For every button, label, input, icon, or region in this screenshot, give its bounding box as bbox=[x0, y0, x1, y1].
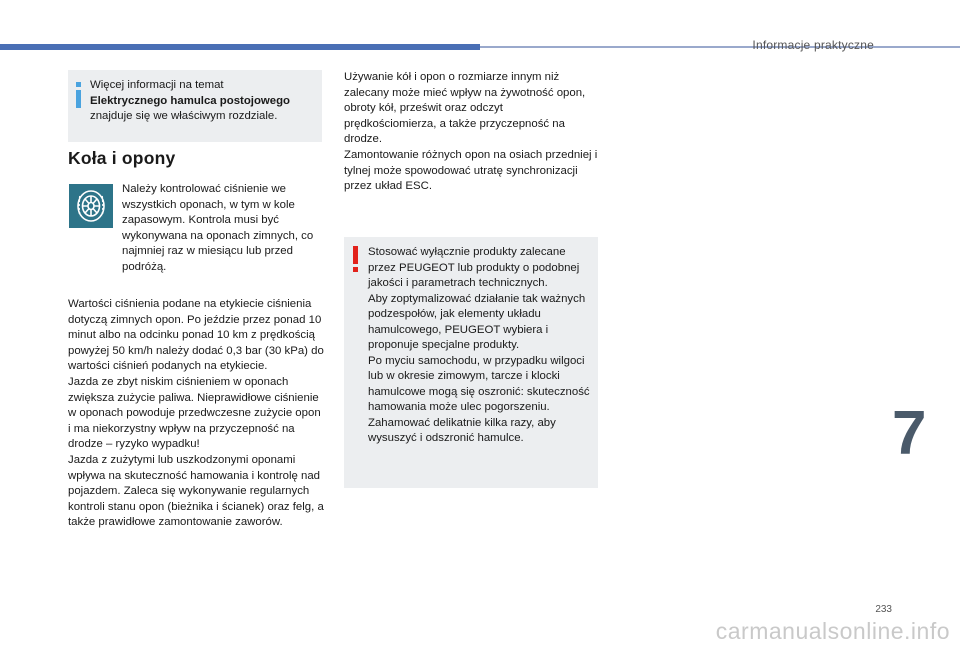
info-line: Więcej informacji na temat bbox=[90, 79, 224, 91]
info-text bbox=[90, 78, 316, 125]
section-label: Informacje praktyczne bbox=[752, 38, 874, 52]
paragraph: Zamontowanie różnych opon na osiach przedniej i tylnej może spowodować utratę synchronizacji przez układ ESC. bbox=[344, 148, 598, 193]
body-text bbox=[68, 297, 324, 531]
paragraph: Wartości ciśnienia podane na etykiecie ciśnienia dotyczą zimnych opon. Po jeździe przez ponad 10 minut albo na odcinku ponad 10 km z prędkością powyżej 50 km/h należy dodać 0,3 bar (30 kPa) do wartości ciśnień podanych na etykiecie. bbox=[68, 298, 324, 373]
info-bold: Elektrycznego hamulca postojowego bbox=[90, 94, 291, 107]
page-number: 233 bbox=[875, 604, 892, 615]
right-column-text bbox=[344, 70, 598, 195]
watermark: carmanualsonline.info bbox=[715, 618, 950, 644]
paragraph: Jazda ze zbyt niskim ciśnieniem w oponach zwiększa zużycie paliwa. Nieprawidłowe ciśnienie w oponach powoduje przedwczesne zużycie opon i ma niekorzystny wpływ na przyczepność na drodze – ryzyko wypadku! bbox=[68, 375, 321, 451]
paragraph: Jazda z zużytymi lub uszkodzonymi oponami wpływa na skuteczność hamowania i kontrolę nad pojazdem. Zaleca się wykonywanie regularnych kontroli stanu opon (bieżnika i ścianek) oraz felg, a także prawidłowe zamontowanie zaworów. bbox=[68, 453, 324, 529]
info-line: znajduje się we właściwym rozdziale. bbox=[90, 110, 278, 122]
tyre-icon bbox=[69, 184, 113, 228]
warning-icon bbox=[353, 246, 359, 272]
warning-box bbox=[344, 237, 598, 488]
chapter-number: 7 bbox=[892, 399, 927, 468]
header-accent-bar bbox=[0, 44, 480, 50]
section-heading: Koła i opony bbox=[68, 148, 176, 168]
info-icon bbox=[76, 82, 82, 108]
paragraph: Używanie kół i opon o rozmiarze innym niż zalecany może mieć wpływ na żywotność opon, obroty kół, prześwit oraz odczyt prędkościomierza, a także przyczepność na drodze. bbox=[344, 71, 586, 146]
header-divider bbox=[480, 46, 960, 48]
warning-text bbox=[368, 245, 594, 447]
info-box bbox=[68, 70, 322, 142]
tyre-check-note: Należy kontrolować ciśnienie we wszystkich oponach, w tym w kole zapasowym. Kontrola musi być wykonywana na oponach zimnych, co najmniej raz w miesiącu lub przed podróżą. bbox=[122, 183, 314, 273]
paragraph: Aby zoptymalizować działanie tak ważnych podzespołów, jak elementy układu hamulcowego, PEUGEOT wybiera i proponuje specjalne produkty. bbox=[368, 292, 586, 351]
paragraph: Stosować wyłącznie produkty zalecane przez PEUGEOT lub produkty o podobnej jakości i parametrach technicznych. bbox=[368, 246, 580, 289]
paragraph: Po myciu samochodu, w przypadku wilgoci lub w okresie zimowym, tarcze i klocki hamulcowe mogą się oszronić: skuteczność hamowania może ulec pogorszeniu. Zahamować delikatnie kilka razy, aby wysuszyć i odszronić hamulce. bbox=[368, 354, 590, 444]
